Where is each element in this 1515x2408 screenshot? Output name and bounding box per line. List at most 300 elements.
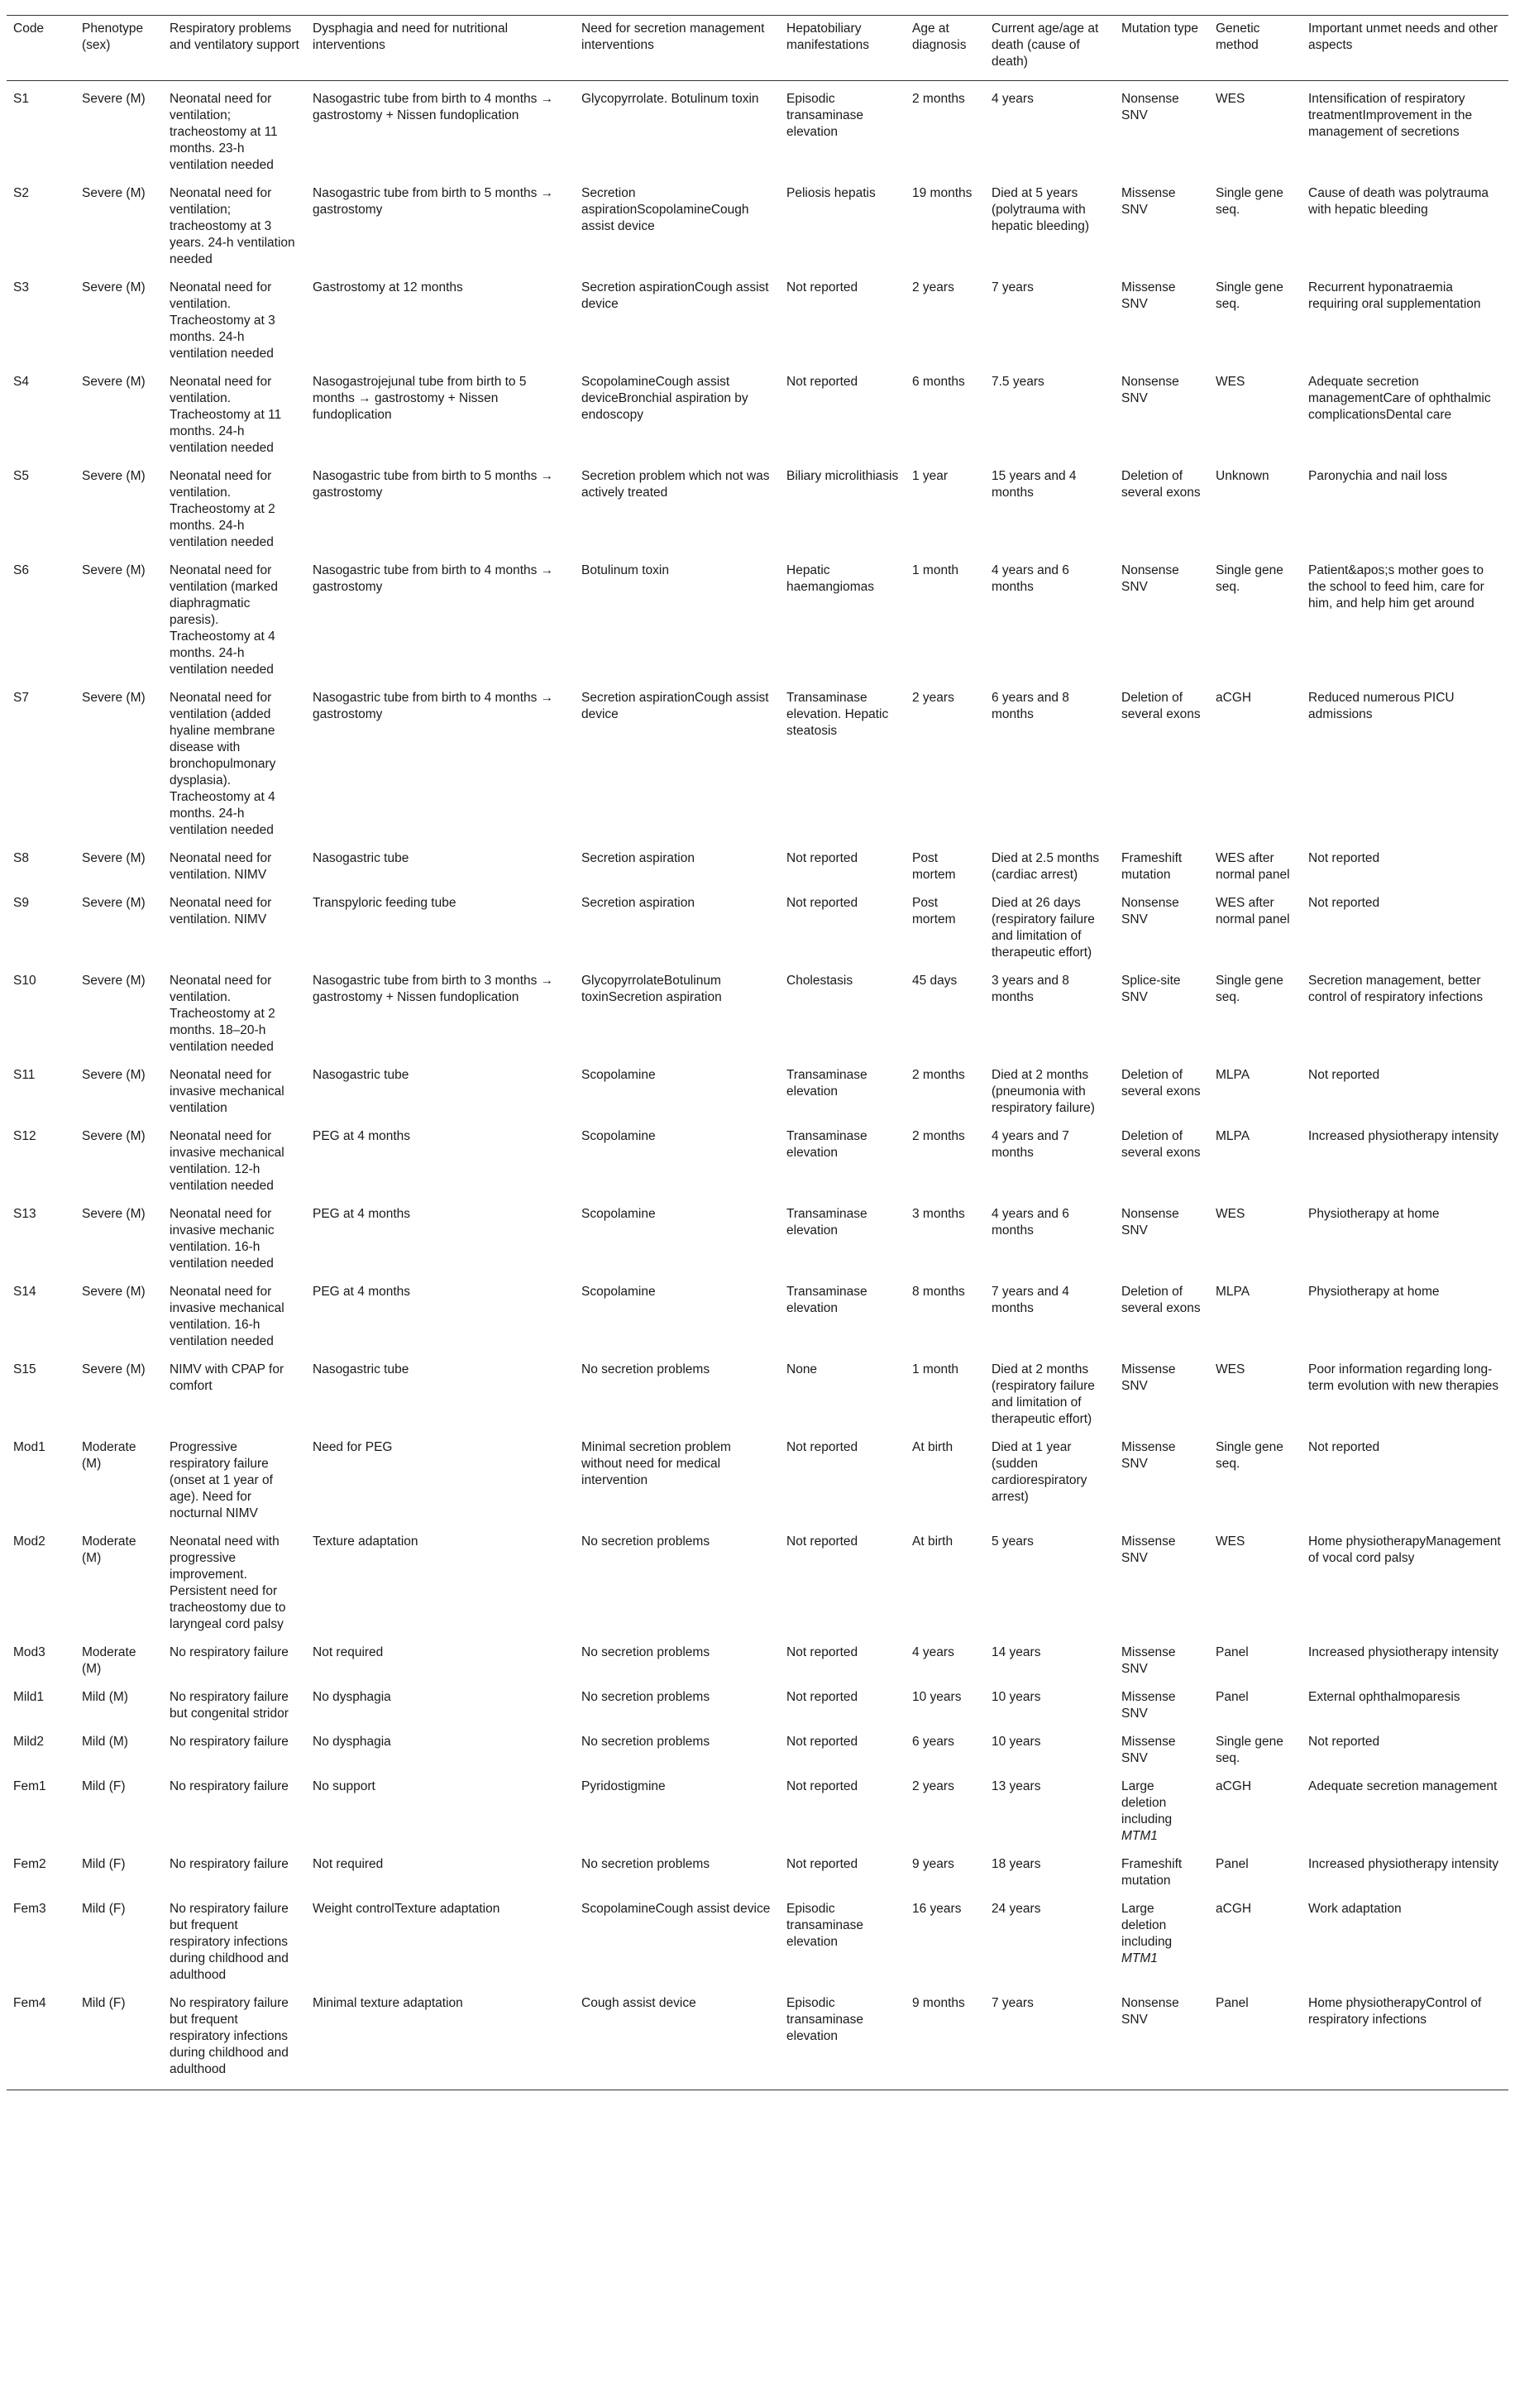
- cell-respiratory: [163, 1281, 306, 1358]
- cell-hepatobiliary-text: Not reported: [786, 1690, 858, 1704]
- header-current-age: Current age/age at death (cause of death): [985, 16, 1115, 81]
- cell-current-age-text: 15 years and 4 months: [992, 469, 1077, 500]
- cell-secretion: [575, 847, 780, 892]
- cell-hepatobiliary: [780, 559, 906, 687]
- cell-respiratory: [163, 81, 306, 183]
- header-phenotype: Phenotype (sex): [75, 16, 163, 81]
- cell-age-at-diagnosis: [906, 1686, 985, 1731]
- cell-phenotype: [75, 892, 163, 969]
- cell-respiratory: [163, 559, 306, 687]
- cell-unmet-needs-text: Physiotherapy at home: [1308, 1285, 1440, 1299]
- cell-respiratory-text: Neonatal need for ventilation. Tracheostomy at 11 months. 24-h ventilation needed: [170, 375, 282, 455]
- cell-age-at-diagnosis-text: 2 months: [912, 1068, 965, 1082]
- cell-dysphagia: [306, 276, 575, 371]
- table-row: [7, 1992, 1508, 2090]
- cell-code: [7, 1358, 75, 1436]
- cell-age-at-diagnosis: [906, 892, 985, 969]
- cell-phenotype: [75, 847, 163, 892]
- header-genetic-method: Genetic method: [1209, 16, 1302, 81]
- cell-code: [7, 182, 75, 276]
- cell-current-age-text: Died at 1 year (sudden cardiorespiratory arrest): [992, 1440, 1087, 1504]
- cell-respiratory-text: Neonatal need for invasive mechanical ventilation: [170, 1068, 284, 1115]
- gene-name: MTM1: [1121, 1829, 1158, 1843]
- cell-secretion-text: Secretion problem which not was actively treated: [581, 469, 770, 500]
- cell-age-at-diagnosis-text: 1 year: [912, 469, 949, 483]
- cell-current-age: [985, 1358, 1115, 1436]
- cell-code: [7, 276, 75, 371]
- cell-age-at-diagnosis-text: 16 years: [912, 1902, 962, 1916]
- cell-hepatobiliary-text: Cholestasis: [786, 974, 853, 988]
- cell-mutation-type: [1115, 182, 1209, 276]
- cell-unmet-needs: [1302, 1125, 1508, 1203]
- cell-hepatobiliary-text: Not reported: [786, 1645, 858, 1659]
- cell-phenotype: [75, 687, 163, 847]
- cell-code-text: Fem3: [13, 1902, 46, 1916]
- cell-genetic-method-text: aCGH: [1216, 1779, 1252, 1793]
- cell-code: [7, 847, 75, 892]
- cell-mutation-type: [1115, 81, 1209, 183]
- table-row: [7, 892, 1508, 969]
- cell-respiratory-text: Progressive respiratory failure (onset at 1 year of age). Need for nocturnal NIMV: [170, 1440, 273, 1520]
- cell-mutation-type: [1115, 1898, 1209, 1992]
- cell-mutation-type: [1115, 969, 1209, 1064]
- cell-current-age-text: 7 years and 4 months: [992, 1285, 1069, 1315]
- cell-secretion-text: Cough assist device: [581, 1996, 696, 2010]
- table-row: [7, 1281, 1508, 1358]
- cell-mutation-type-text: Nonsense SNV: [1121, 375, 1179, 405]
- cell-hepatobiliary: [780, 371, 906, 465]
- cell-unmet-needs-text: Work adaptation: [1308, 1902, 1402, 1916]
- cell-code-text: S14: [13, 1285, 36, 1299]
- cell-dysphagia-text: Transpyloric feeding tube: [313, 896, 456, 910]
- cell-secretion: [575, 969, 780, 1064]
- cell-phenotype-text: Severe (M): [82, 469, 146, 483]
- cell-unmet-needs: [1302, 1358, 1508, 1436]
- cell-secretion: [575, 1853, 780, 1898]
- cell-phenotype-text: Severe (M): [82, 1068, 146, 1082]
- cell-mutation-type: [1115, 1436, 1209, 1530]
- cell-phenotype-text: Mild (F): [82, 1779, 126, 1793]
- cell-secretion-text: Secretion aspiration: [581, 851, 695, 865]
- cell-mutation-type-text: Deletion of several exons: [1121, 691, 1201, 721]
- cell-unmet-needs: [1302, 371, 1508, 465]
- cell-hepatobiliary: [780, 1992, 906, 2090]
- cell-mutation-type-text: Deletion of several exons: [1121, 1129, 1201, 1160]
- cell-dysphagia-text: Texture adaptation: [313, 1534, 418, 1549]
- cell-genetic-method-text: MLPA: [1216, 1285, 1250, 1299]
- header-respiratory: Respiratory problems and ventilatory support: [163, 16, 306, 81]
- cell-secretion-text: No secretion problems: [581, 1362, 710, 1376]
- cell-age-at-diagnosis-text: 19 months: [912, 186, 973, 200]
- cell-genetic-method-text: Single gene seq.: [1216, 1440, 1283, 1471]
- cell-current-age: [985, 1898, 1115, 1992]
- cell-dysphagia-text: No dysphagia: [313, 1690, 391, 1704]
- cell-secretion: [575, 687, 780, 847]
- cell-respiratory: [163, 1898, 306, 1992]
- cell-mutation-type-text: Missense SNV: [1121, 1534, 1176, 1565]
- cell-secretion: [575, 1731, 780, 1775]
- cell-secretion: [575, 276, 780, 371]
- cell-age-at-diagnosis: [906, 687, 985, 847]
- cell-secretion-text: No secretion problems: [581, 1690, 710, 1704]
- cell-code: [7, 559, 75, 687]
- cell-current-age-text: 24 years: [992, 1902, 1041, 1916]
- cell-unmet-needs: [1302, 1436, 1508, 1530]
- header-dysphagia: Dysphagia and need for nutritional interventions: [306, 16, 575, 81]
- cell-unmet-needs-text: Adequate secretion managementCare of ophthalmic complicationsDental care: [1308, 375, 1491, 422]
- cell-age-at-diagnosis-text: 10 years: [912, 1690, 962, 1704]
- cell-dysphagia-text: Not required: [313, 1645, 384, 1659]
- cell-hepatobiliary: [780, 1530, 906, 1641]
- cell-current-age: [985, 1203, 1115, 1281]
- cell-code-text: S6: [13, 563, 29, 577]
- cell-dysphagia: [306, 892, 575, 969]
- cell-respiratory-text: No respiratory failure: [170, 1735, 289, 1749]
- cell-hepatobiliary-text: Transaminase elevation: [786, 1207, 867, 1238]
- cell-hepatobiliary-text: Transaminase elevation. Hepatic steatosis: [786, 691, 889, 738]
- cell-current-age: [985, 1641, 1115, 1686]
- cell-mutation-type-text: Missense SNV: [1121, 1735, 1176, 1765]
- cell-phenotype: [75, 1731, 163, 1775]
- cell-secretion-text: Secretion aspirationScopolamineCough assist device: [581, 186, 749, 233]
- cell-dysphagia: [306, 1203, 575, 1281]
- cell-code-text: Mod2: [13, 1534, 45, 1549]
- cell-dysphagia: [306, 969, 575, 1064]
- cell-unmet-needs: [1302, 1203, 1508, 1281]
- cell-mutation-type: [1115, 687, 1209, 847]
- cell-phenotype-text: Mild (F): [82, 1857, 126, 1871]
- cell-phenotype-text: Severe (M): [82, 280, 146, 294]
- cell-secretion: [575, 182, 780, 276]
- cell-current-age-text: 4 years: [992, 92, 1034, 106]
- cell-genetic-method-text: Single gene seq.: [1216, 280, 1283, 311]
- cell-secretion-text: GlycopyrrolateBotulinum toxinSecretion aspiration: [581, 974, 722, 1004]
- cell-current-age: [985, 1775, 1115, 1853]
- cell-unmet-needs: [1302, 1686, 1508, 1731]
- cell-hepatobiliary: [780, 276, 906, 371]
- cell-current-age-text: 6 years and 8 months: [992, 691, 1069, 721]
- header-age-at-diagnosis: Age at diagnosis: [906, 16, 985, 81]
- cell-genetic-method: [1209, 1686, 1302, 1731]
- cell-age-at-diagnosis: [906, 847, 985, 892]
- cell-current-age: [985, 1436, 1115, 1530]
- cell-dysphagia-text: Nasogastric tube: [313, 851, 409, 865]
- cell-phenotype-text: Mild (M): [82, 1735, 128, 1749]
- cell-unmet-needs: [1302, 1281, 1508, 1358]
- cell-hepatobiliary-text: Not reported: [786, 851, 858, 865]
- cell-mutation-type: [1115, 1731, 1209, 1775]
- cell-unmet-needs: [1302, 847, 1508, 892]
- table-row: [7, 1064, 1508, 1125]
- cell-age-at-diagnosis: [906, 1898, 985, 1992]
- cell-mutation-type-text: Frameshift mutation: [1121, 851, 1183, 882]
- cell-age-at-diagnosis: [906, 371, 985, 465]
- cell-mutation-type-text: Large deletion including: [1121, 1779, 1173, 1826]
- cell-phenotype-text: Moderate (M): [82, 1645, 136, 1676]
- cell-phenotype: [75, 1358, 163, 1436]
- cell-respiratory-text: Neonatal need for ventilation. NIMV: [170, 896, 272, 926]
- cell-mutation-type-text: Splice-site SNV: [1121, 974, 1181, 1004]
- table-row: [7, 1125, 1508, 1203]
- cell-phenotype: [75, 182, 163, 276]
- cell-dysphagia: [306, 559, 575, 687]
- cell-current-age: [985, 1731, 1115, 1775]
- cell-code: [7, 687, 75, 847]
- cell-dysphagia: [306, 1686, 575, 1731]
- cell-genetic-method-text: aCGH: [1216, 1902, 1252, 1916]
- cell-age-at-diagnosis: [906, 182, 985, 276]
- cell-secretion: [575, 1641, 780, 1686]
- cell-current-age-text: 10 years: [992, 1735, 1041, 1749]
- cell-code-text: S9: [13, 896, 29, 910]
- cell-secretion-text: Minimal secretion problem without need for medical intervention: [581, 1440, 731, 1487]
- cell-code-text: S4: [13, 375, 29, 389]
- cell-age-at-diagnosis: [906, 276, 985, 371]
- cell-dysphagia: [306, 1358, 575, 1436]
- cell-phenotype: [75, 1203, 163, 1281]
- cell-unmet-needs-text: Not reported: [1308, 851, 1380, 865]
- cell-genetic-method-text: WES: [1216, 92, 1245, 106]
- cell-mutation-type: [1115, 1992, 1209, 2090]
- cell-phenotype: [75, 465, 163, 559]
- cell-mutation-type-text: Missense SNV: [1121, 280, 1176, 311]
- cell-unmet-needs: [1302, 1775, 1508, 1853]
- cell-genetic-method-text: WES after normal panel: [1216, 896, 1290, 926]
- cell-secretion: [575, 1203, 780, 1281]
- cell-secretion: [575, 892, 780, 969]
- cell-dysphagia: [306, 1641, 575, 1686]
- cell-dysphagia-text: No support: [313, 1779, 375, 1793]
- cell-secretion-text: ScopolamineCough assist device: [581, 1902, 771, 1916]
- cell-current-age: [985, 1853, 1115, 1898]
- cell-dysphagia: [306, 1731, 575, 1775]
- cell-current-age-text: 14 years: [992, 1645, 1041, 1659]
- cell-respiratory-text: No respiratory failure: [170, 1857, 289, 1871]
- cell-code-text: S13: [13, 1207, 36, 1221]
- cell-age-at-diagnosis: [906, 969, 985, 1064]
- cell-hepatobiliary: [780, 1281, 906, 1358]
- cell-respiratory-text: Neonatal need for ventilation; tracheostomy at 3 years. 24-h ventilation needed: [170, 186, 295, 266]
- cell-secretion: [575, 1436, 780, 1530]
- cell-age-at-diagnosis-text: Post mortem: [912, 851, 956, 882]
- cell-phenotype-text: Severe (M): [82, 563, 146, 577]
- cell-code: [7, 1992, 75, 2090]
- cell-phenotype: [75, 1686, 163, 1731]
- cell-current-age: [985, 559, 1115, 687]
- cell-secretion: [575, 1992, 780, 2090]
- cell-secretion-text: Scopolamine: [581, 1068, 656, 1082]
- cell-mutation-type: [1115, 559, 1209, 687]
- cell-phenotype-text: Severe (M): [82, 896, 146, 910]
- cell-mutation-type: [1115, 1281, 1209, 1358]
- cell-respiratory-text: Neonatal need for ventilation (marked diaphragmatic paresis). Tracheostomy at 4 months. 24-h ventilation needed: [170, 563, 278, 677]
- cell-secretion-text: Glycopyrrolate. Botulinum toxin: [581, 92, 759, 106]
- cell-dysphagia: [306, 182, 575, 276]
- cell-secretion: [575, 1775, 780, 1853]
- cell-hepatobiliary-text: Not reported: [786, 280, 858, 294]
- cell-dysphagia-text: No dysphagia: [313, 1735, 391, 1749]
- header-row: [7, 16, 1508, 81]
- cell-respiratory-text: Neonatal need for ventilation. Tracheostomy at 2 months. 18–20-h ventilation needed: [170, 974, 275, 1054]
- cell-respiratory-text: Neonatal need for ventilation (added hyaline membrane disease with bronchopulmonary dysplasia). Tracheostomy at 4 months. 24-h ventilation needed: [170, 691, 276, 837]
- cell-mutation-type: [1115, 847, 1209, 892]
- cell-code: [7, 1853, 75, 1898]
- table-row: [7, 465, 1508, 559]
- cell-dysphagia-text: Need for PEG: [313, 1440, 393, 1454]
- cell-age-at-diagnosis: [906, 465, 985, 559]
- cell-current-age-text: Died at 26 days (respiratory failure and limitation of therapeutic effort): [992, 896, 1095, 960]
- cell-code-text: S8: [13, 851, 29, 865]
- cell-age-at-diagnosis-text: 2 months: [912, 1129, 965, 1143]
- cell-current-age: [985, 81, 1115, 183]
- cell-code-text: S11: [13, 1068, 36, 1082]
- cell-hepatobiliary: [780, 969, 906, 1064]
- cell-current-age-text: 4 years and 7 months: [992, 1129, 1069, 1160]
- cell-phenotype-text: Severe (M): [82, 375, 146, 389]
- cell-age-at-diagnosis: [906, 559, 985, 687]
- cell-secretion-text: Botulinum toxin: [581, 563, 669, 577]
- cell-phenotype: [75, 1064, 163, 1125]
- cell-code-text: Fem1: [13, 1779, 46, 1793]
- cell-dysphagia: [306, 1064, 575, 1125]
- cell-hepatobiliary: [780, 81, 906, 183]
- cell-dysphagia: [306, 81, 575, 183]
- cell-code: [7, 892, 75, 969]
- cell-unmet-needs-text: Increased physiotherapy intensity: [1308, 1129, 1499, 1143]
- cell-phenotype-text: Severe (M): [82, 851, 146, 865]
- cell-secretion: [575, 1281, 780, 1358]
- cell-age-at-diagnosis: [906, 1992, 985, 2090]
- header-secretion: Need for secretion management interventions: [575, 16, 780, 81]
- cell-dysphagia: [306, 371, 575, 465]
- cell-secretion-text: No secretion problems: [581, 1735, 710, 1749]
- cell-genetic-method: [1209, 276, 1302, 371]
- cell-code: [7, 1064, 75, 1125]
- table-row: [7, 1358, 1508, 1436]
- cell-hepatobiliary: [780, 847, 906, 892]
- cell-secretion: [575, 1064, 780, 1125]
- cell-hepatobiliary: [780, 1203, 906, 1281]
- cell-code: [7, 969, 75, 1064]
- cell-secretion-text: Scopolamine: [581, 1285, 656, 1299]
- cell-code: [7, 81, 75, 183]
- cell-phenotype: [75, 1125, 163, 1203]
- cell-dysphagia-text: Minimal texture adaptation: [313, 1996, 463, 2010]
- cell-hepatobiliary: [780, 1898, 906, 1992]
- cell-respiratory: [163, 1125, 306, 1203]
- cell-unmet-needs: [1302, 969, 1508, 1064]
- cell-age-at-diagnosis-text: 3 months: [912, 1207, 965, 1221]
- cell-mutation-type-text: Nonsense SNV: [1121, 92, 1179, 122]
- cell-unmet-needs: [1302, 276, 1508, 371]
- cell-hepatobiliary: [780, 465, 906, 559]
- cell-age-at-diagnosis-text: 8 months: [912, 1285, 965, 1299]
- cell-phenotype: [75, 559, 163, 687]
- table-row: [7, 182, 1508, 276]
- cell-unmet-needs: [1302, 892, 1508, 969]
- cell-phenotype: [75, 1530, 163, 1641]
- cell-current-age-text: 3 years and 8 months: [992, 974, 1069, 1004]
- table-row: [7, 969, 1508, 1064]
- cell-phenotype: [75, 276, 163, 371]
- cell-mutation-type: [1115, 1775, 1209, 1853]
- cell-current-age-text: 4 years and 6 months: [992, 563, 1069, 594]
- cell-code-text: S15: [13, 1362, 36, 1376]
- cell-secretion-text: Scopolamine: [581, 1129, 656, 1143]
- cell-code: [7, 1898, 75, 1992]
- cell-hepatobiliary-text: None: [786, 1362, 818, 1376]
- cell-mutation-type-text: Nonsense SNV: [1121, 1207, 1179, 1238]
- cell-hepatobiliary-text: Not reported: [786, 1779, 858, 1793]
- cell-unmet-needs-text: Paronychia and nail loss: [1308, 469, 1448, 483]
- cell-genetic-method: [1209, 371, 1302, 465]
- cell-respiratory: [163, 465, 306, 559]
- cell-age-at-diagnosis: [906, 1530, 985, 1641]
- cell-respiratory: [163, 1731, 306, 1775]
- cell-code: [7, 1686, 75, 1731]
- cell-phenotype: [75, 1775, 163, 1853]
- cell-respiratory: [163, 847, 306, 892]
- cell-hepatobiliary-text: Transaminase elevation: [786, 1285, 867, 1315]
- cell-hepatobiliary-text: Not reported: [786, 1534, 858, 1549]
- cell-dysphagia-text: Not required: [313, 1857, 384, 1871]
- cell-code-text: S1: [13, 92, 29, 106]
- cell-hepatobiliary-text: Episodic transaminase elevation: [786, 1902, 864, 1949]
- header-code: Code: [7, 16, 75, 81]
- cell-code-text: S10: [13, 974, 36, 988]
- cell-current-age: [985, 1281, 1115, 1358]
- cell-phenotype: [75, 1436, 163, 1530]
- cell-hepatobiliary: [780, 1436, 906, 1530]
- cell-mutation-type: [1115, 276, 1209, 371]
- cell-respiratory-text: Neonatal need for ventilation. Tracheostomy at 2 months. 24-h ventilation needed: [170, 469, 275, 549]
- cell-secretion: [575, 1125, 780, 1203]
- cell-unmet-needs-text: Intensification of respiratory treatmentImprovement in the management of secretions: [1308, 92, 1473, 139]
- cell-age-at-diagnosis-text: Post mortem: [912, 896, 956, 926]
- cell-current-age: [985, 465, 1115, 559]
- cell-unmet-needs: [1302, 1731, 1508, 1775]
- cell-phenotype-text: Mild (F): [82, 1902, 126, 1916]
- cell-secretion-text: No secretion problems: [581, 1645, 710, 1659]
- gene-name: MTM1: [1121, 1951, 1158, 1965]
- cell-unmet-needs-text: Poor information regarding long-term evolution with new therapies: [1308, 1362, 1499, 1393]
- cell-genetic-method: [1209, 1064, 1302, 1125]
- cell-hepatobiliary: [780, 1064, 906, 1125]
- cell-age-at-diagnosis-text: 2 years: [912, 280, 954, 294]
- cell-hepatobiliary: [780, 1641, 906, 1686]
- cell-age-at-diagnosis-text: 6 months: [912, 375, 965, 389]
- cell-phenotype: [75, 1853, 163, 1898]
- cell-respiratory: [163, 1992, 306, 2090]
- cell-genetic-method: [1209, 182, 1302, 276]
- cell-unmet-needs-text: Physiotherapy at home: [1308, 1207, 1440, 1221]
- cell-mutation-type: [1115, 1358, 1209, 1436]
- cell-hepatobiliary: [780, 1125, 906, 1203]
- cell-mutation-type-text: Deletion of several exons: [1121, 469, 1201, 500]
- cell-phenotype-text: Mild (M): [82, 1690, 128, 1704]
- cell-genetic-method: [1209, 1898, 1302, 1992]
- cell-current-age: [985, 371, 1115, 465]
- cell-current-age-text: 10 years: [992, 1690, 1041, 1704]
- cell-age-at-diagnosis: [906, 1775, 985, 1853]
- cell-code-text: S7: [13, 691, 29, 705]
- cell-genetic-method-text: WES after normal panel: [1216, 851, 1290, 882]
- cell-current-age-text: Died at 2 months (respiratory failure and limitation of therapeutic effort): [992, 1362, 1095, 1426]
- cell-mutation-type-text: Missense SNV: [1121, 1645, 1176, 1676]
- cell-unmet-needs-text: Not reported: [1308, 1735, 1380, 1749]
- cell-hepatobiliary-text: Hepatic haemangiomas: [786, 563, 874, 594]
- cell-age-at-diagnosis-text: 9 months: [912, 1996, 965, 2010]
